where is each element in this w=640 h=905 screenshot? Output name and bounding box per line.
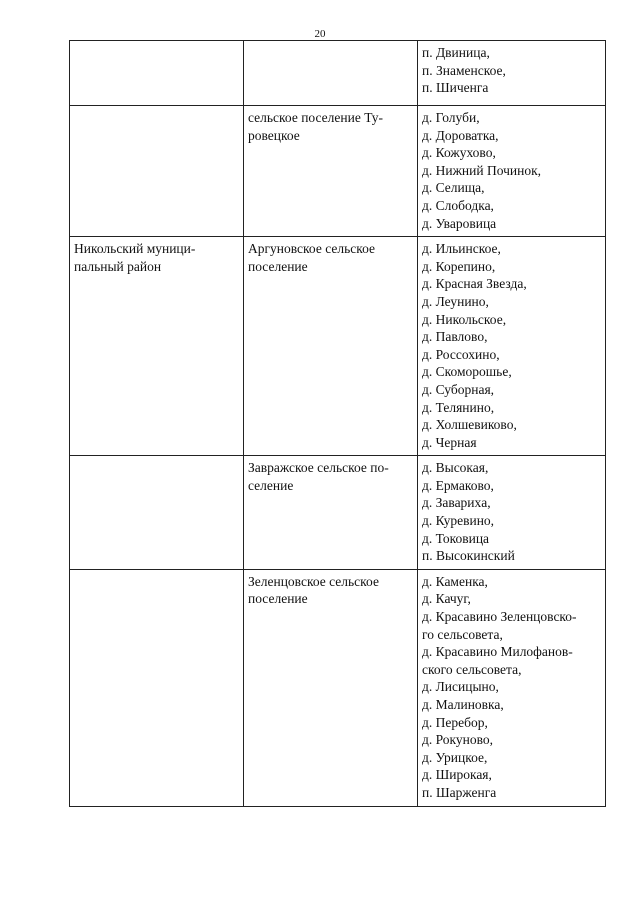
locality: д. Дороватка, — [422, 127, 499, 143]
locality: д. Никольское, — [422, 311, 507, 327]
district-cell — [70, 569, 244, 806]
locality: д. Скоморошье, — [422, 364, 512, 380]
locality: д. Леунино, — [422, 293, 489, 309]
locality: д. Лисицыно, — [422, 679, 499, 695]
settlement-cell: Зеленцовское сельское поселение — [244, 569, 418, 806]
table-row — [70, 456, 606, 570]
locality: п. Высокинский — [422, 548, 515, 564]
settlement-cell: Завражское сельское по- селение — [244, 456, 418, 570]
locality: д. Урицкое, — [422, 749, 488, 765]
localities-cell — [418, 456, 606, 570]
locality: д. Перебор, — [422, 714, 488, 730]
table-row — [70, 106, 606, 237]
district-cell — [70, 456, 244, 570]
locality: д. Кожухово, — [422, 145, 496, 161]
locality: д. Высокая, — [422, 460, 489, 476]
locality: д. Черная — [422, 434, 477, 450]
page-number: 20 — [314, 28, 326, 40]
locality: д. Токовица — [422, 530, 490, 546]
locality: д. Качуг, — [422, 591, 471, 607]
locality: д. Телянино, — [422, 399, 495, 415]
locality: д. Корепино, — [422, 258, 496, 274]
locality: д. Холшевиково, — [422, 417, 517, 433]
district-cell: Никольский муници- пальный район — [70, 237, 244, 456]
locality: д. Куревино, — [422, 513, 495, 529]
locality: д. Красная Звезда, — [422, 276, 527, 292]
locality: д. Заварихa, — [422, 495, 491, 511]
locality: п. Шиченга — [422, 80, 489, 96]
district-cell — [70, 41, 244, 106]
locality: д. Каменка, — [422, 573, 488, 589]
locality: д. Красавино Милофанов- ского сельсовета, — [422, 644, 573, 677]
table-row — [70, 569, 606, 806]
localities-cell — [418, 237, 606, 456]
locality: д. Нижний Починок, — [422, 162, 542, 178]
settlement-cell: Аргуновское сельское поселение — [244, 237, 418, 456]
locality: д. Россохино, — [422, 346, 500, 362]
locality: д. Голуби, — [422, 110, 480, 125]
locality: д. Уваровица — [422, 215, 497, 231]
locality: д. Ильинское, — [422, 241, 501, 257]
settlements-table — [69, 40, 606, 807]
locality: п. Двиница, — [422, 45, 490, 60]
locality: д. Селища, — [422, 180, 485, 196]
localities-cell — [418, 569, 606, 806]
table-row — [70, 237, 606, 456]
locality: п. Шарженга — [422, 784, 497, 800]
locality: д. Суборная, — [422, 381, 495, 397]
table-row — [70, 41, 606, 106]
locality: д. Рокуново, — [422, 732, 494, 748]
locality: д. Слободка, — [422, 197, 494, 213]
district-cell — [70, 106, 244, 237]
localities-cell — [418, 41, 606, 106]
settlement-cell — [244, 41, 418, 106]
settlement-cell: сельское поселение Ту- ровецкое — [244, 106, 418, 237]
localities-cell — [418, 106, 606, 237]
locality: д. Красавино Зеленцовско- го сельсовета, — [422, 609, 577, 642]
locality: д. Ермаково, — [422, 477, 494, 493]
locality: д. Широкая, — [422, 767, 492, 783]
locality: д. Павлово, — [422, 329, 488, 345]
locality: п. Знаменское, — [422, 62, 506, 78]
locality: д. Малиновка, — [422, 697, 504, 712]
